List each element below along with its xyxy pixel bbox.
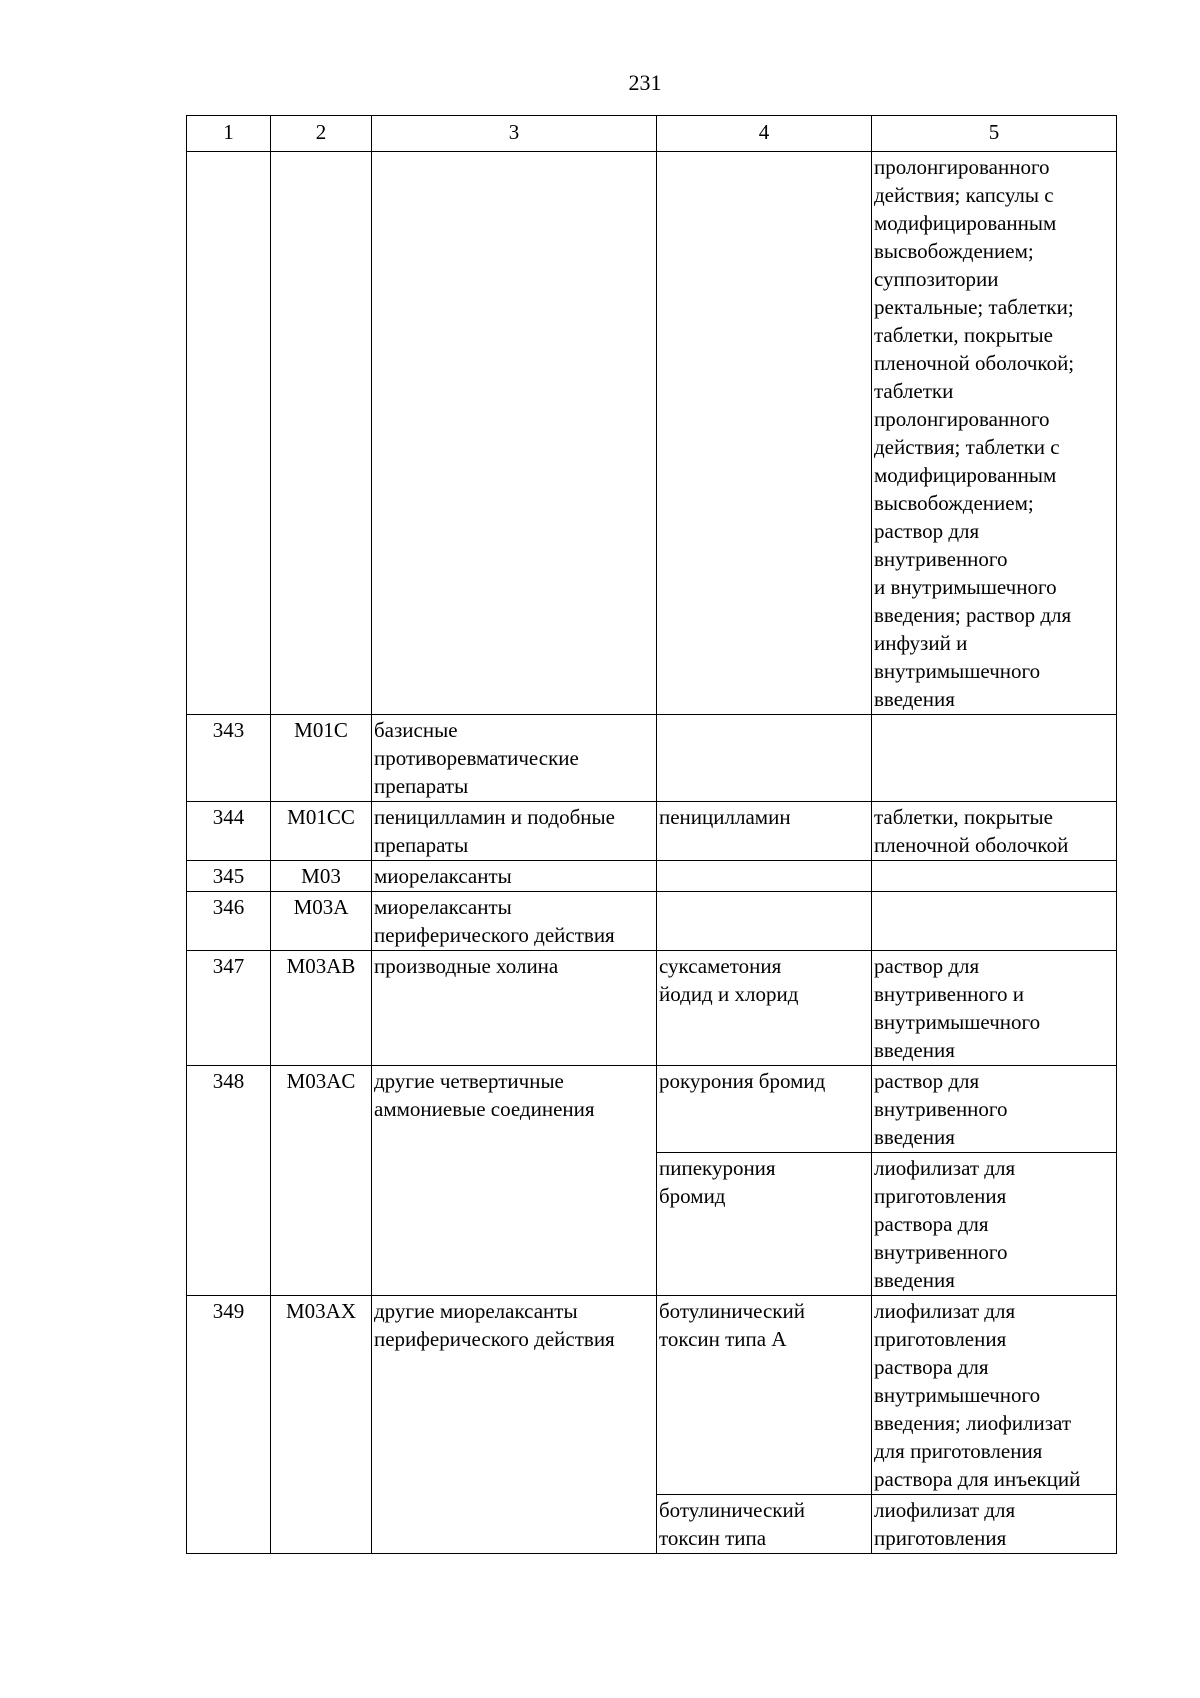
cell-form: таблетки, покрытые пленочной оболочкой <box>872 802 1117 861</box>
cell-code: M03A <box>271 892 372 951</box>
continuation-row <box>187 152 1117 715</box>
cell-code: M03AB <box>271 951 372 1066</box>
cell-code: M03AX <box>271 1296 372 1554</box>
header-col-2: 2 <box>271 116 372 152</box>
cell-num: 343 <box>187 715 271 802</box>
cell-num <box>187 152 271 715</box>
cell-group: другие миорелаксанты периферического действия <box>372 1296 657 1554</box>
header-col-4: 4 <box>657 116 872 152</box>
cell-drug: пипекурония бромид <box>657 1153 872 1296</box>
cell-drug <box>657 715 872 802</box>
header-col-5: 5 <box>872 116 1117 152</box>
table-row <box>187 861 1117 892</box>
cell-drug: суксаметония йодид и хлорид <box>657 951 872 1066</box>
cell-group: миорелаксанты <box>372 861 657 892</box>
cell-form <box>872 892 1117 951</box>
cell-form: раствор для внутривенного введения <box>872 1066 1117 1153</box>
cell-drug: ботулинический токсин типа <box>657 1495 872 1554</box>
cell-num: 346 <box>187 892 271 951</box>
cell-code: M01CC <box>271 802 372 861</box>
page-number: 231 <box>628 70 662 95</box>
header-col-3: 3 <box>372 116 657 152</box>
drug-table <box>186 115 1117 1554</box>
cell-drug <box>657 892 872 951</box>
cell-group: базисные противоревматические препараты <box>372 715 657 802</box>
header-col-1: 1 <box>187 116 271 152</box>
table-row <box>187 951 1117 1066</box>
table-row <box>187 1066 1117 1153</box>
cell-num: 344 <box>187 802 271 861</box>
cell-form <box>872 861 1117 892</box>
cell-form: пролонгированного действия; капсулы с модифицированным высвобождением; суппозитории ректальные; таблетки; таблетки, покрытые пленочной оболочкой; таблетки пролонгированного действия; таблетки с модифицированным высвобождением; раствор для внутривенного и внутримышечного введения; раствор для инфузий и внутримышечного введения <box>872 152 1117 715</box>
table-row <box>187 892 1117 951</box>
cell-drug <box>657 152 872 715</box>
cell-drug <box>657 861 872 892</box>
cell-drug: пеницилламин <box>657 802 872 861</box>
cell-group: миорелаксанты периферического действия <box>372 892 657 951</box>
cell-form <box>872 715 1117 802</box>
header-row <box>187 116 1117 152</box>
cell-num: 347 <box>187 951 271 1066</box>
table-row <box>187 802 1117 861</box>
cell-group: пеницилламин и подобные препараты <box>372 802 657 861</box>
cell-form: раствор для внутривенного и внутримышечного введения <box>872 951 1117 1066</box>
cell-form: лиофилизат для приготовления <box>872 1495 1117 1554</box>
cell-drug: ботулинический токсин типа А <box>657 1296 872 1495</box>
cell-code: M03AC <box>271 1066 372 1296</box>
cell-form: лиофилизат для приготовления раствора для внутримышечного введения; лиофилизат для приготовления раствора для инъекций <box>872 1296 1117 1495</box>
cell-group: производные холина <box>372 951 657 1066</box>
table-row <box>187 1296 1117 1495</box>
cell-group <box>372 152 657 715</box>
table-row <box>187 715 1117 802</box>
cell-code <box>271 152 372 715</box>
cell-code: M01C <box>271 715 372 802</box>
cell-drug: рокурония бромид <box>657 1066 872 1153</box>
cell-num: 348 <box>187 1066 271 1296</box>
cell-num: 345 <box>187 861 271 892</box>
cell-num: 349 <box>187 1296 271 1554</box>
cell-group: другие четвертичные аммониевые соединения <box>372 1066 657 1296</box>
cell-code: M03 <box>271 861 372 892</box>
cell-form: лиофилизат для приготовления раствора для внутривенного введения <box>872 1153 1117 1296</box>
